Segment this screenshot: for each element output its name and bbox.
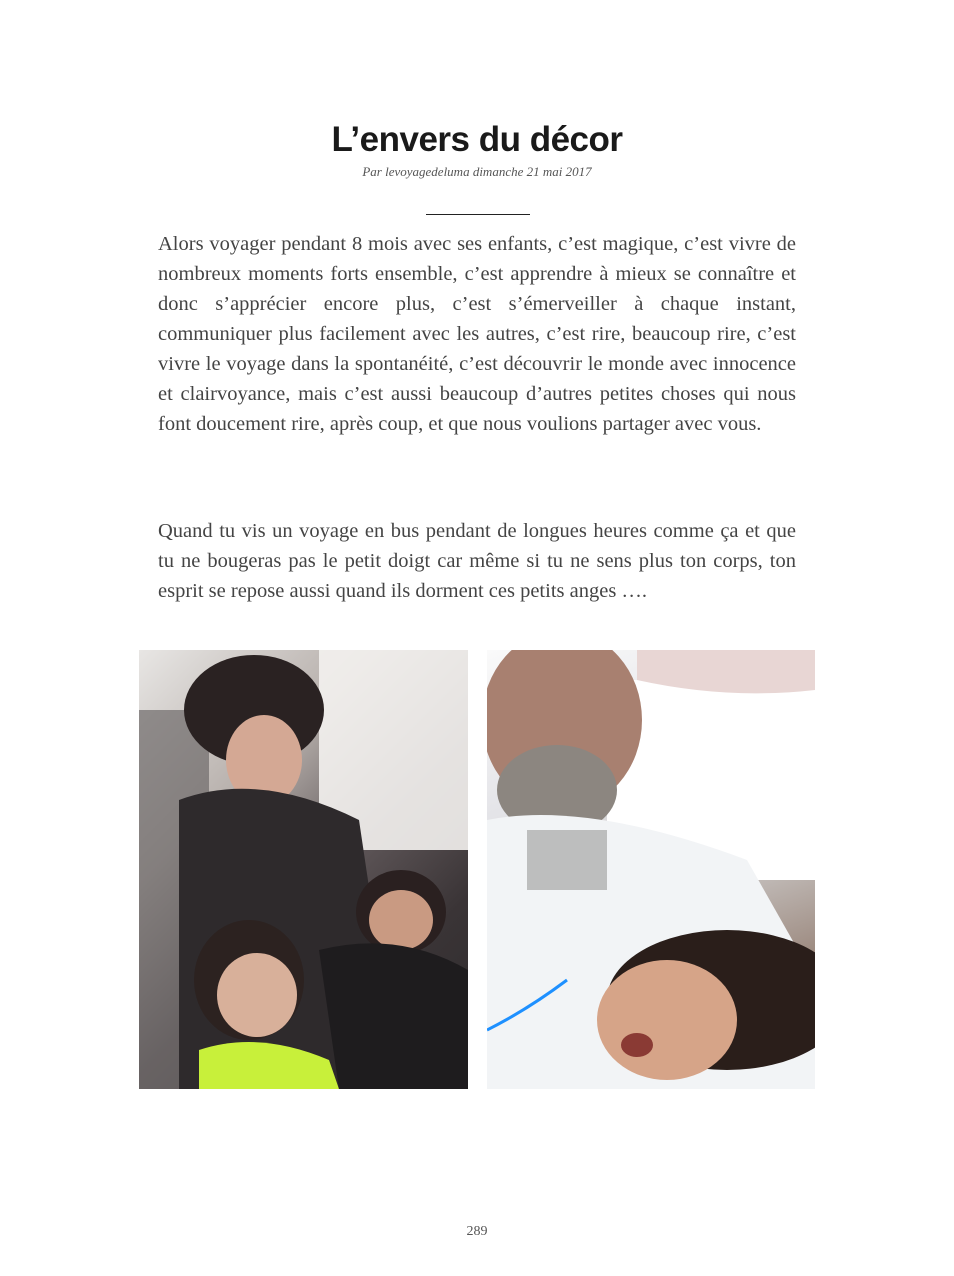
photo-father-child-sleeping-bus <box>487 650 815 1089</box>
paragraph-2: Quand tu vis un voyage en bus pendant de longues heures comme ça et que tu ne bougeras pas le petit doigt car même si tu ne sens plus ton corps, ton esprit se repose aussi quand ils dorment ces petits anges …. <box>158 520 796 602</box>
photo-left-illustration <box>139 650 468 1089</box>
title-separator <box>426 214 530 215</box>
photo-mother-children-sleeping-bus <box>139 650 468 1089</box>
byline: Par levoyagedeluma dimanche 21 mai 2017 <box>362 164 592 179</box>
paragraph-1: Alors voyager pendant 8 mois avec ses enfants, c’est magique, c’est vivre de nombreux moments forts ensemble, c’est apprendre à mieux se connaître et donc s’apprécier encore plus, c’est s’émerveiller à chaque instant, communiquer plus facilement avec les autres, c’est rire, beaucoup rire, c’est vivre le voyage dans la spontanéité, c’est découvrir le monde avec innocence et clairvoyance, mais c’est aussi beaucoup d’autres petites choses qui nous font doucement rire, après coup, et que nous voulions partager avec vous. <box>158 233 796 435</box>
photo-right-illustration <box>487 650 815 1089</box>
page-number: 289 <box>466 1224 488 1239</box>
page-title: L’envers du décor <box>331 120 623 159</box>
